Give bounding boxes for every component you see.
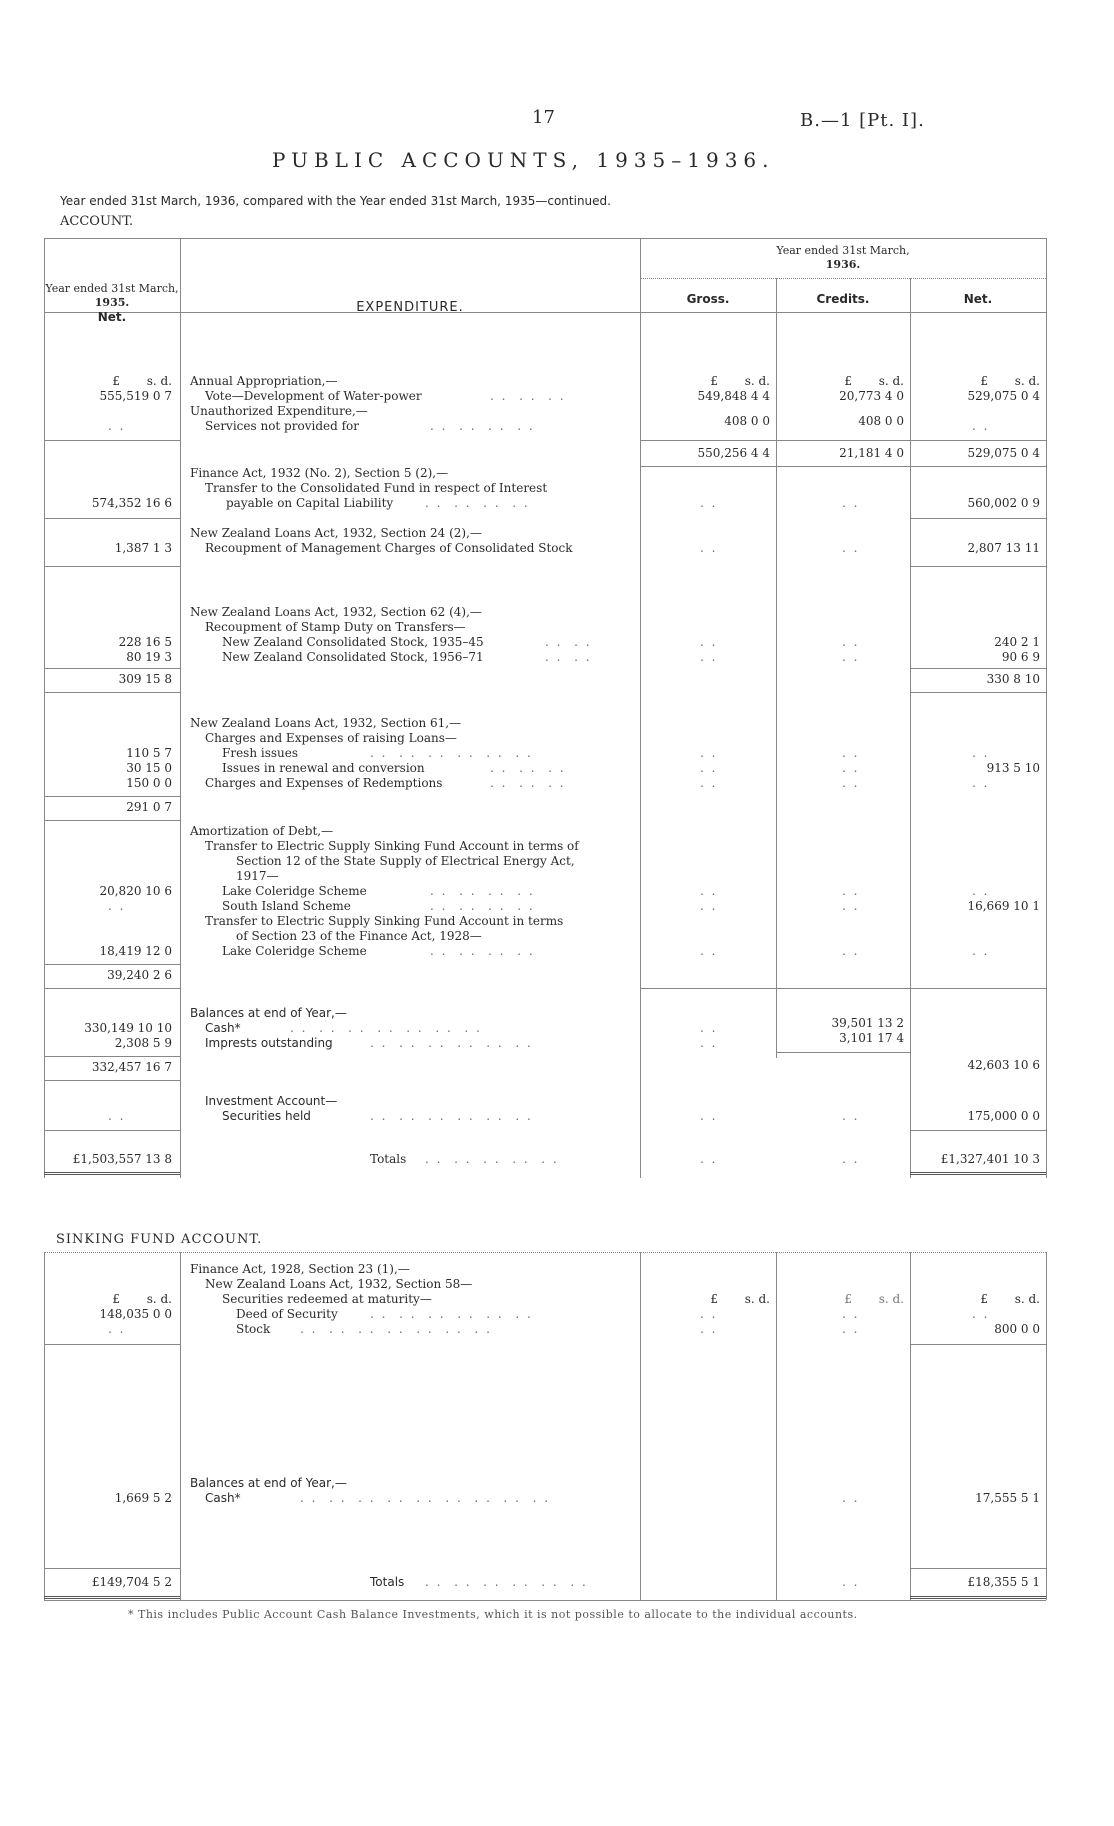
net-value: 560,002 0 9 — [967, 496, 1040, 510]
sf-left-total: £149,704 5 2 — [91, 1575, 172, 1589]
section-label-sinking-fund: SINKING FUND ACCOUNT. — [56, 1232, 263, 1247]
left-value: 330,149 10 10 — [84, 1021, 172, 1035]
net-value: 90 6 9 — [1001, 650, 1040, 664]
section-label-account: ACCOUNT. — [60, 214, 134, 229]
row-finance-act-1932: Finance Act, 1932 (No. 2), Section 5 (2),— — [190, 466, 449, 480]
header-gross: Gross. — [686, 292, 730, 306]
left-value: 110 5 7 — [126, 746, 172, 760]
row-section-12: Section 12 of the State Supply of Electrical Energy Act, — [236, 854, 575, 868]
row-redemptions: Charges and Expenses of Redemptions — [205, 776, 443, 790]
sf-left-value: 148,035 0 0 — [99, 1307, 172, 1321]
left-value: 30 15 0 — [126, 761, 172, 775]
gross-subtotal: 550,256 4 4 — [697, 446, 770, 460]
row-south-island: South Island Scheme — [222, 899, 351, 913]
row-totals: Totals — [370, 1152, 407, 1166]
row-capital-liability: payable on Capital Liability — [226, 496, 394, 510]
left-value: 555,519 0 7 — [99, 389, 172, 403]
main-title: PUBLIC ACCOUNTS, 1935–1936. — [272, 148, 775, 172]
left-subtotal: 309 15 8 — [118, 672, 172, 686]
left-value: 150 0 0 — [126, 776, 172, 790]
subtitle: Year ended 31st March, 1936, compared with the Year ended 31st March, 1935—continued. — [60, 194, 611, 208]
footnote: * This includes Public Account Cash Balance Investments, which it is not possible to allocate to the individual accounts. — [128, 1608, 858, 1621]
currency-gross: £ s. d. — [710, 374, 770, 388]
left-value: 574,352 16 6 — [91, 496, 172, 510]
document-reference: B.—1 [Pt. I]. — [800, 110, 925, 131]
net-value: 913 5 10 — [986, 761, 1040, 775]
row-fresh-issues: Fresh issues — [222, 746, 299, 760]
net-total: £1,327,401 10 3 — [940, 1152, 1040, 1166]
row-stock-1956-71: New Zealand Consolidated Stock, 1956–71 — [222, 650, 484, 664]
header-right-year2: 1936. — [825, 258, 861, 271]
net-value: 240 2 1 — [994, 635, 1040, 649]
row-vote: Vote—Development of Water-power — [205, 389, 422, 403]
sf-left-value: 1,669 5 2 — [114, 1491, 172, 1505]
net-value: 16,669 10 1 — [967, 899, 1040, 913]
currency-left: £ s. d. — [112, 374, 172, 388]
sf-currency-credits: £ s. d. — [844, 1292, 904, 1306]
row-nzla-s62: New Zealand Loans Act, 1932, Section 62 (4),— — [190, 605, 482, 619]
left-subtotal: 39,240 2 6 — [107, 968, 172, 982]
row-lake-coleridge-2: Lake Coleridge Scheme — [222, 944, 367, 958]
left-value: 80 19 3 — [126, 650, 172, 664]
sf-currency-gross: £ s. d. — [710, 1292, 770, 1306]
credit-subtotal: 21,181 4 0 — [839, 446, 904, 460]
header-right-year: Year ended 31st March, — [776, 244, 910, 257]
left-value: 2,308 5 9 — [114, 1036, 172, 1050]
row-investment: Investment Account— — [205, 1094, 338, 1108]
net-value: 42,603 10 6 — [967, 1058, 1040, 1072]
sf-net-total: £18,355 5 1 — [967, 1575, 1040, 1589]
row-nzla-s61: New Zealand Loans Act, 1932, Section 61,— — [190, 716, 462, 730]
sf-row-nzla-s58: New Zealand Loans Act, 1932, Section 58— — [205, 1277, 473, 1291]
row-section-23: of Section 23 of the Finance Act, 1928— — [236, 929, 482, 943]
sf-currency-net: £ s. d. — [980, 1292, 1040, 1306]
page-number: 17 — [532, 107, 555, 128]
row-transfer-es: Transfer to Electric Supply Sinking Fund Account in terms of — [205, 839, 579, 853]
sf-net-value: 17,555 5 1 — [975, 1491, 1040, 1505]
sf-row-balances: Balances at end of Year,— — [190, 1476, 347, 1490]
sf-row-deed: Deed of Security — [236, 1307, 338, 1321]
row-amortization: Amortization of Debt,— — [190, 824, 334, 838]
header-expenditure: EXPENDITURE. — [356, 300, 464, 315]
credit-value: 3,101 17 4 — [839, 1031, 904, 1045]
sf-row-stock: Stock — [236, 1322, 271, 1336]
header-left-year: Year ended 31st March, — [45, 282, 179, 295]
gross-value: 408 0 0 — [724, 414, 770, 428]
gross-value: 549,848 4 4 — [697, 389, 770, 403]
row-stock-1935-45: New Zealand Consolidated Stock, 1935–45 — [222, 635, 484, 649]
row-balances: Balances at end of Year,— — [190, 1006, 347, 1020]
currency-credits: £ s. d. — [844, 374, 904, 388]
row-recoup-stamp: Recoupment of Stamp Duty on Transfers— — [205, 620, 466, 634]
row-nzla-s24: New Zealand Loans Act, 1932, Section 24 (2),— — [190, 526, 482, 540]
row-lake-coleridge-1: Lake Coleridge Scheme — [222, 884, 367, 898]
left-value: 18,419 12 0 — [99, 944, 172, 958]
sf-row-totals: Totals — [370, 1575, 405, 1589]
header-net: Net. — [963, 292, 993, 306]
row-charges-raising: Charges and Expenses of raising Loans— — [205, 731, 457, 745]
net-value: 2,807 13 11 — [967, 541, 1040, 555]
row-recoup-management: Recoupment of Management Charges of Consolidated Stock — [205, 541, 573, 555]
left-subtotal: 291 0 7 — [126, 800, 172, 814]
credit-value: 20,773 4 0 — [839, 389, 904, 403]
row-renewal: Issues in renewal and conversion — [222, 761, 425, 775]
row-transfer-es-2: Transfer to Electric Supply Sinking Fund Account in terms — [205, 914, 564, 928]
sf-row-cash: Cash* — [205, 1491, 241, 1505]
row-1917: 1917— — [236, 869, 279, 883]
row-transfer-consolidated: Transfer to the Consolidated Fund in respect of Interest — [205, 481, 548, 495]
sf-currency-left: £ s. d. — [112, 1292, 172, 1306]
left-subtotal: 332,457 16 7 — [91, 1060, 172, 1074]
net-value: 529,075 0 4 — [967, 389, 1040, 403]
credit-value: 408 0 0 — [858, 414, 904, 428]
left-total: £1,503,557 13 8 — [72, 1152, 172, 1166]
header-left-year2: 1935. — [94, 296, 130, 309]
sf-net-value: 800 0 0 — [994, 1322, 1040, 1336]
row-securities-held: Securities held — [222, 1109, 311, 1123]
left-value: 1,387 1 3 — [114, 541, 172, 555]
header-credits: Credits. — [816, 292, 870, 306]
net-subtotal: 529,075 0 4 — [967, 446, 1040, 460]
left-value: 228 16 5 — [118, 635, 172, 649]
net-value: 175,000 0 0 — [967, 1109, 1040, 1123]
row-annual-appropriation: Annual Appropriation,— — [190, 374, 338, 388]
sf-row-finance-act: Finance Act, 1928, Section 23 (1),— — [190, 1262, 410, 1276]
net-subtotal: 330 8 10 — [986, 672, 1040, 686]
row-cash: Cash* — [205, 1021, 241, 1035]
row-imprests: Imprests outstanding — [205, 1036, 333, 1050]
currency-net: £ s. d. — [980, 374, 1040, 388]
header-left-net: Net. — [97, 310, 127, 324]
sf-row-securities-redeemed: Securities redeemed at maturity— — [222, 1292, 432, 1306]
credit-value: 39,501 13 2 — [831, 1016, 904, 1030]
left-value: 20,820 10 6 — [99, 884, 172, 898]
row-unauthorized: Unauthorized Expenditure,— — [190, 404, 368, 418]
row-services: Services not provided for — [205, 419, 360, 433]
